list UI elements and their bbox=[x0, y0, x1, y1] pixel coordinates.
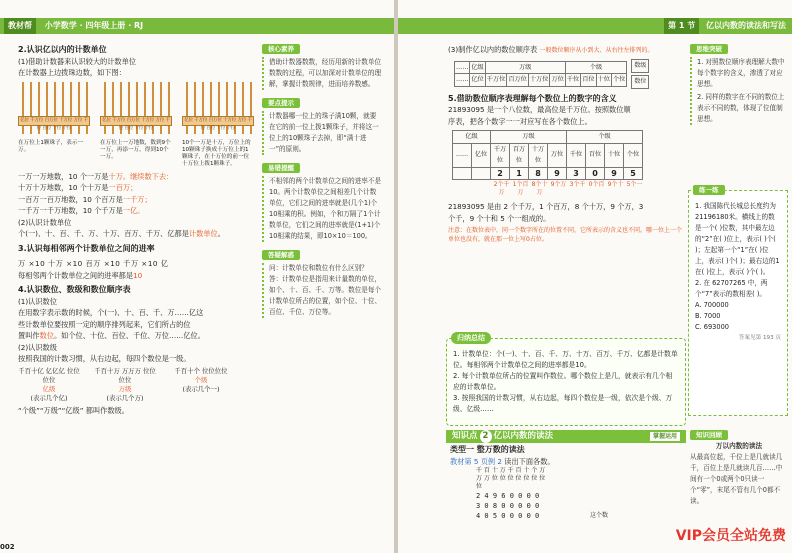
tag-thinking: 思维突破 bbox=[690, 44, 728, 54]
left-header bbox=[0, 18, 394, 34]
core-literacy-text: 借助计数器数数，经历用新的计数单位数数的过程，可以加深对计数单位的理解，掌握计数规律，进而培养数感。 bbox=[262, 57, 382, 90]
summary-box bbox=[446, 334, 686, 426]
header-tag: 教材帮 bbox=[4, 18, 36, 34]
section-2-1b: 在计数器上边拨珠边数，如下图： bbox=[18, 68, 126, 77]
left-page bbox=[0, 0, 394, 553]
tag-error-warning: 易错提醒 bbox=[262, 163, 300, 173]
summary-item: 1. 计数单位：个(一)、十、百、千、万、十万、百万、千万、亿都是计数单位。每相邻两个计数单位之间的进率都是10。 bbox=[453, 350, 678, 369]
section-5-title: 5.借助数位顺序表理解每个数位上的数字的含义 bbox=[448, 93, 617, 103]
practice-q1: 1. 我国陈代长城总长度约为21196180米。横线上的数是一个( )位数，其中最左边的“2”在( )位上，表示( )个( )；左起第一个“1”在( )位上，表示( )个( )；最右边的1在( )位上，表示( )个( )。 bbox=[695, 202, 780, 276]
practice-tag: 练一练 bbox=[693, 185, 725, 195]
section-2-2: (2)认识计数单位 bbox=[18, 217, 72, 227]
digit-meanings: 2个千万 1个百万 8个十万 9个万 3个千 0个百 9个十 5个一 bbox=[493, 181, 643, 196]
section-5-text2: 序表，把各个数字一一对应写在各个数位上。 bbox=[448, 116, 592, 126]
count-line-3: 一百万一百万地数，10 个百万是一千万； bbox=[18, 194, 152, 204]
abacus-bar-label: 亿位 千万位 百万位 十万位 万位 千位 百位 十位 个位 bbox=[100, 116, 172, 126]
summary-tag: 归纳总结 bbox=[451, 332, 491, 344]
abacus-bar-label: 亿位 千万位 百万位 十万位 万位 千位 百位 十位 个位 bbox=[18, 116, 90, 126]
section-4-1-text1: 在用数字表示数的时候，个(一)、十、百、千、万……亿这 bbox=[18, 308, 204, 317]
left-main-column bbox=[18, 44, 256, 416]
header-title: 亿以内数的读法和写法 bbox=[706, 21, 786, 30]
example-note: 这个数 bbox=[590, 512, 609, 519]
error-warning-text: 不相邻的两个计数单位之间的进率不是10。两个计数单位之间相差几个计数单位，它们之间的进率就是(几个1)个10相乘的积。例如，个和万隔了1个计数单位，它们之间的进率就是(1+1)个10相乘的结果，即10×10＝100。 bbox=[262, 176, 382, 242]
example-block bbox=[450, 444, 686, 521]
abacus-2 bbox=[100, 82, 172, 168]
qa-text: 问：计数单位和数位有什么区别？ 答：计数单位是指用来计量数的单位，如个、十、百、千、万等。数位是每个计数单位所占的位置，如个位、十位、百位、千位、万位等。 bbox=[262, 263, 382, 318]
right-header bbox=[398, 18, 792, 34]
section-4-1: (1)认识数位 bbox=[18, 296, 57, 306]
abacus-3 bbox=[182, 82, 254, 168]
section-5-result1: 21893095 是由 2 个千万，1 个百万，8 个十万，9 个万，3 bbox=[448, 202, 644, 211]
place-value-table-2: 亿级 万级 个级 …… 亿位 千万位 百万位 十万位 万位 千位 百位 十位 个位 2 1 8 9 3 0 9 5 bbox=[452, 130, 643, 180]
section-4-1-text3: 置叫作数位。如个位、十位、百位、千位、万位……亿位。 bbox=[18, 331, 205, 340]
levels-diagram bbox=[18, 367, 256, 403]
abacus-caption: 10个一万是十万，万位上的10颗珠子换成十万位上的1颗珠子，在十万位的前一位十万位上拨1颗珠子。 bbox=[182, 139, 251, 167]
summary-item: 2. 每个计数单位所占的位置叫作数位。哪个数位上是几，就表示有几个相应的计数单位。 bbox=[453, 372, 673, 391]
tag-recall: 知识回顾 bbox=[690, 430, 728, 440]
example-numbers: 2 4 9 6 0 0 0 0 3 0 8 0 0 0 0 0 4 0 5 0 0 0 0 0 bbox=[476, 492, 540, 520]
section-3-title: 3.认识每相邻两个计数单位之间的进率 bbox=[18, 243, 155, 253]
page-number: 002 bbox=[0, 543, 15, 551]
section-2-title: 2.认识亿以内的计数单位 bbox=[18, 45, 107, 54]
section-4-2: (2)认识数级 bbox=[18, 342, 57, 352]
left-sidebar bbox=[262, 44, 382, 326]
levels-footer: “个级”“万级”“亿级” 都叫作数级。 bbox=[18, 405, 129, 415]
key-tip-text: 计数器哪一位上的珠子满10颗，就要在它的前一位上拨1颗珠子，并将这一位上的10颗珠子去掉，即“满十进一”的原则。 bbox=[262, 111, 382, 155]
section-4-1-text2: 些计数单位要按照一定的顺序排列起来，它们所占的位 bbox=[18, 319, 191, 329]
practice-options: A. 700000 B. 7000 C. 693000 bbox=[695, 301, 729, 331]
section-3-line: (3)制作亿以内的数位顺序表 一般数位顺序从小到大、从右往左排列的。 bbox=[448, 45, 654, 54]
abacus-row bbox=[18, 82, 256, 168]
example-line: 教材第 5 页例 2 读出下面各数。 bbox=[450, 456, 555, 466]
section-5-text1: 21893095 是一个八位数，最高位是千万位。按照数位顺 bbox=[448, 105, 631, 114]
count-line-1: 一万一万地数，10 个一万是十万。继续数下去： bbox=[18, 171, 174, 181]
rate-chain: 万 ×10 十万 ×10 百万 ×10 千万 ×10 亿 bbox=[18, 259, 169, 268]
type1-line: 类型一 整万数的读法 bbox=[450, 445, 525, 454]
section-2-1: (1)借助计数器来认识较大的计数单位 bbox=[18, 56, 136, 66]
abacus-bar-label: 亿位 千万位 百万位 十万位 万位 千位 百位 十位 个位 bbox=[182, 116, 254, 126]
section-4-title: 4.认识数位、数级和数位顺序表 bbox=[18, 285, 131, 294]
level-yi: 千百十亿 亿亿亿 位位位位 亿级 (表示几个亿) bbox=[18, 366, 80, 402]
tag-key-tip: 要点提示 bbox=[262, 98, 300, 108]
tag-core-literacy: 核心素养 bbox=[262, 44, 300, 54]
vip-watermark: VIP会员全站免费 bbox=[675, 528, 786, 544]
example-header: 千 百 十 万 千 百 十 个 万 万 万 位 位 位 位 位 位 位 位 bbox=[476, 467, 546, 490]
count-line-2: 十万十万地数，10 个十万是一百万； bbox=[18, 183, 138, 192]
recall-text: 从最高位起，千位上是几就读几千，百位上是几就读几百……中间有一个0或两个0只读一个“零”，末尾不管有几个0都不读。 bbox=[690, 453, 783, 505]
answer-ref: 答案见第 193 页 bbox=[738, 335, 781, 341]
recall-title: 万以内数的读法 bbox=[715, 442, 763, 450]
level-ge: 千百十个 位位位位 个级 (表示几个一) bbox=[174, 366, 228, 393]
level-wan: 千百十万 万万万 位位位位 万级 (表示几个万) bbox=[94, 366, 156, 402]
abacus-caption: 在万位上1颗珠子，表示一万。 bbox=[18, 139, 84, 153]
practice-q2: 2. 在 62707265 中，两个“7”表示的数相差( )。 bbox=[695, 279, 768, 298]
knowledge-point-bar: 知识点 2 亿以内数的读法 掌握运用 bbox=[446, 430, 686, 443]
rate-text: 每相邻两个计数单位之间的进率都是10 bbox=[18, 270, 143, 280]
place-value-table-1: …… 亿级 万级 个级 …… 亿位 千万位 百万位 十万位 万位 千位 百位 十位 个位 bbox=[454, 61, 627, 87]
count-line-4: 一千万一千万地数，10 个千万是一亿。 bbox=[18, 206, 145, 215]
abacus-caption: 在万位上一万地数，数到9个一万，再添一万，得到10个一万。 bbox=[100, 139, 171, 160]
abacus-1 bbox=[18, 82, 90, 168]
practice-box bbox=[688, 186, 788, 416]
right-sidebar bbox=[690, 44, 788, 133]
summary-item: 3. 按照我国的计数习惯，从右边起，每四个数位是一级，依次是个级、万级、亿级…… bbox=[453, 394, 673, 413]
table1-labels: 数级 数位 bbox=[631, 59, 649, 89]
section-4-2-text: 按照我国的计数习惯，从右边起，每四个数位是一级。 bbox=[18, 354, 191, 363]
recall-block bbox=[690, 430, 788, 507]
attention-tip: 注意：在数位表中，同一个数字所在的位置不同，它所表示的含义也不同。哪一位上一个单位也没有，就在那一位上写0占位。 bbox=[448, 227, 683, 243]
units-line: 个(一)、十、百、千、万、十万、百万、千万、亿都是计数单位。 bbox=[18, 229, 225, 238]
section-5-result2: 个千，9 个十和 5 个一组成的。 bbox=[448, 213, 551, 223]
right-page bbox=[398, 0, 792, 553]
right-main-column bbox=[448, 44, 686, 244]
tag-qa: 答疑解惑 bbox=[262, 250, 300, 260]
thinking-text-2: 2. 同样的数字在不同的数位上表示不同的数，体现了位值制思想。 bbox=[690, 92, 788, 125]
header-title: 小学数学 · 四年级上册 · RJ bbox=[44, 21, 144, 30]
table1-wrap bbox=[454, 59, 686, 89]
header-section: 第 1 节 bbox=[664, 18, 699, 34]
thinking-text-1: 1. 对照数位顺序表理解大数中每个数字的含义，渗透了对应思想。 bbox=[690, 57, 788, 90]
